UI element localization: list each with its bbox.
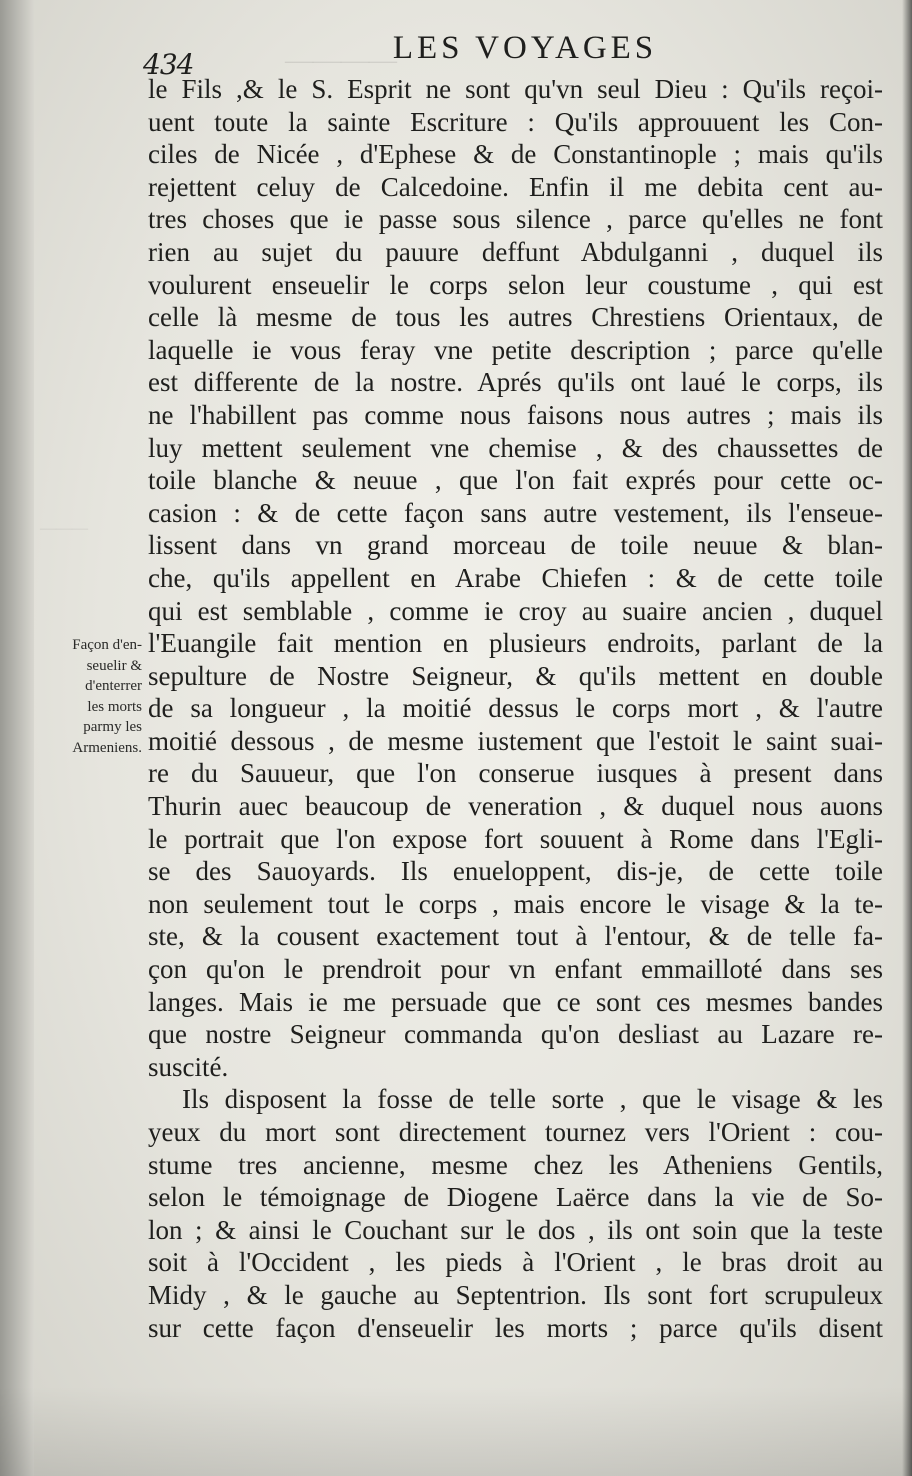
text-line: çon qu'on le prendroit pour vn enfant emmailloté dans ses — [148, 954, 883, 985]
margin-note-line: seuelir & — [86, 657, 142, 674]
text-line: ste, & la cousent exactement tout à l'entour, & de telle fa- — [148, 921, 883, 952]
text-line: yeux du mort sont directement tournez vers l'Orient : cou- — [148, 1117, 883, 1147]
text-line: qui est semblable , comme ie croy au suaire ancien , duquel — [148, 595, 883, 626]
text-line: Thurin auec beaucoup de veneration , & duquel nous auons — [148, 791, 883, 822]
margin-note-line: d'enterrer — [85, 678, 142, 694]
margin-note — [38, 635, 142, 758]
text-line: rien au sujet du pauure deffunt Abdulganni , duquel ils — [148, 236, 883, 267]
page-edge-shadow — [902, 0, 912, 1476]
text-line: non seulement tout le corps , mais encore le visage & la te- — [148, 888, 883, 919]
running-head: LES VOYAGES — [392, 30, 658, 66]
text-line: rejettent celuy de Calcedoine. Enfin il me debita cent au- — [148, 171, 883, 202]
text-line: se des Sauoyards. Ils enueloppent, dis-je, de cette toile — [148, 856, 883, 887]
text-line: uent toute la sainte Escriture : Qu'ils approuuent les Con- — [148, 106, 883, 137]
text-line: voulurent enseuelir le corps selon leur coustume , qui est — [148, 269, 883, 300]
body-text — [148, 73, 883, 1344]
margin-note-line: les morts — [87, 698, 142, 715]
text-line: soit à l'Occident , les pieds à l'Orient , le bras droit au — [148, 1247, 883, 1278]
margin-note-line: Armeniens. — [72, 739, 142, 756]
text-line: suscité. — [148, 1051, 229, 1082]
text-line: de sa longueur , la moitié dessus le corps mort , & l'autre — [148, 693, 883, 724]
paragraph-start-line: Ils disposent la fosse de telle sorte , que le visage & les — [182, 1084, 883, 1115]
text-line: l'Euangile fait mention en plusieurs endroits, parlant de la — [148, 628, 883, 659]
text-line: che, qu'ils appellent en Arabe Chiefen : & de cette toile — [148, 562, 883, 593]
text-line: sepulture de Nostre Seigneur, & qu'ils mettent en double — [148, 660, 883, 691]
text-line: ne l'habillent pas comme nous faisons nous autres ; mais ils — [148, 399, 883, 430]
text-line: lon ; & ainsi le Couchant sur le dos , ils ont soin que la teste — [148, 1214, 883, 1245]
text-line: le Fils ,& le S. Esprit ne sont qu'vn seul Dieu : Qu'ils reçoi- — [148, 74, 883, 104]
show-through-mark: ———— — [285, 45, 397, 76]
paper-tint — [0, 1386, 912, 1476]
text-line: celle là mesme de tous les autres Chrestiens Orientaux, de — [148, 302, 883, 333]
text-line: toile blanche & neuue , que l'on fait exprés pour cette oc- — [148, 465, 883, 496]
text-line: langes. Mais ie me persuade que ce sont ces mesmes bandes — [148, 986, 883, 1017]
text-line: est differente de la nostre. Aprés qu'ils ont laué le corps, ils — [148, 367, 883, 398]
text-line: selon le témoignage de Diogene Laërce dans la vie de So- — [148, 1182, 883, 1213]
text-line: sur cette façon d'enseuelir les morts ; parce qu'ils disent — [148, 1312, 883, 1343]
page-number: 434 — [143, 48, 194, 81]
text-line: luy mettent seulement vne chemise , & des chaussettes de — [148, 432, 883, 463]
text-line: re du Sauueur, que l'on conserue iusques à present dans — [148, 758, 883, 789]
gutter-shadow — [0, 0, 34, 1476]
margin-note-line: Façon d'en- — [72, 637, 142, 653]
text-line: que nostre Seigneur commanda qu'on desliast au Lazare re- — [148, 1019, 883, 1050]
text-line: tres choses que ie passe sous silence , parce qu'elles ne font — [148, 204, 883, 235]
text-line: le portrait que l'on expose fort souuent à Rome dans l'Egli- — [148, 823, 883, 854]
text-line: laquelle ie vous feray vne petite description ; parce qu'elle — [148, 334, 883, 365]
text-line: ciles de Nicée , d'Ephese & de Constantinople ; mais qu'ils — [148, 139, 883, 170]
text-line: lissent dans vn grand morceau de toile neuue & blan- — [148, 530, 883, 561]
text-line: moitié dessous , de mesme iustement que l'estoit le saint suai- — [148, 725, 883, 756]
show-through-mark: ——— — [40, 520, 88, 537]
text-line: Midy , & le gauche au Septentrion. Ils sont fort scrupuleux — [148, 1279, 883, 1310]
text-line: casion : & de cette façon sans autre vestement, ils l'enseue- — [148, 497, 883, 528]
margin-note-line: parmy les — [83, 719, 142, 735]
text-line: stume tres ancienne, mesme chez les Atheniens Gentils, — [148, 1149, 883, 1180]
